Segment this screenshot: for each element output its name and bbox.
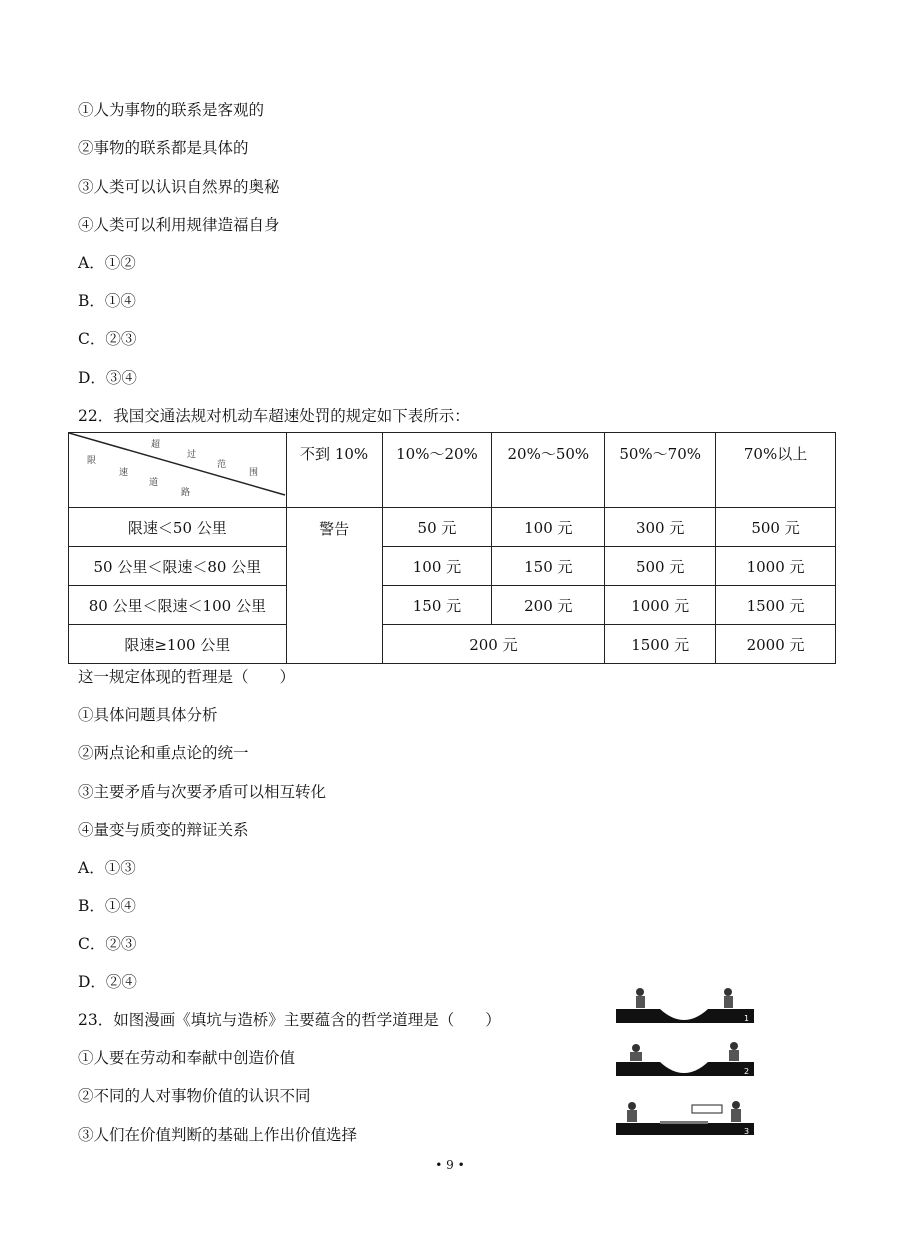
diag-label: 道 <box>149 478 159 488</box>
diag-label: 超 <box>151 440 161 450</box>
diag-label: 过 <box>187 450 197 460</box>
q22-option-d: D．②④ <box>78 973 137 991</box>
diag-label: 范 <box>217 460 227 470</box>
table-cell: 50 元 <box>382 508 492 547</box>
header-cell: 20%～50% <box>492 433 605 508</box>
q21-option-c: C．②③ <box>78 330 137 348</box>
table-cell: 100 元 <box>382 547 492 586</box>
table-cell: 1000 元 <box>605 586 716 625</box>
panel-number: 2 <box>744 1067 750 1076</box>
q22-item-2: ②两点论和重点论的统一 <box>78 744 249 762</box>
diag-label: 限 <box>87 456 97 466</box>
fine-table <box>68 432 836 664</box>
row-label: 限速＜50 公里 <box>69 508 287 547</box>
table-cell: 100 元 <box>492 508 605 547</box>
q22-item-3: ③主要矛盾与次要矛盾可以相互转化 <box>78 783 327 801</box>
q21-item-3: ③人类可以认识自然界的奥秘 <box>78 178 280 196</box>
q23-item-1: ①人要在劳动和奉献中创造价值 <box>78 1049 296 1067</box>
q22-question: 这一规定体现的哲理是（ ） <box>78 668 296 686</box>
table-cell: 300 元 <box>605 508 716 547</box>
q21-item-2: ②事物的联系都是具体的 <box>78 139 249 157</box>
table-row <box>69 586 836 625</box>
table-header-row <box>69 433 836 508</box>
q22-stem: 22．我国交通法规对机动车超速处罚的规定如下表所示： <box>78 407 470 425</box>
table-cell: 1500 元 <box>716 586 836 625</box>
q22-item-4: ④量变与质变的辩证关系 <box>78 821 249 839</box>
cartoon-panel-3 <box>616 1095 754 1135</box>
table-cell: 150 元 <box>382 586 492 625</box>
header-cell: 70%以上 <box>716 433 836 508</box>
row-label: 限速≥100 公里 <box>69 625 287 664</box>
table-cell: 500 元 <box>605 547 716 586</box>
table-cell: 200 元 <box>382 625 605 664</box>
diag-label: 围 <box>249 468 259 478</box>
warning-cell: 警告 <box>286 508 382 664</box>
cartoon-panel-2 <box>616 1036 754 1076</box>
row-label: 50 公里＜限速＜80 公里 <box>69 547 287 586</box>
table-row <box>69 508 836 547</box>
q21-option-d: D．③④ <box>78 369 137 387</box>
q22-option-a: A．①③ <box>78 859 136 877</box>
header-cell: 50%～70% <box>605 433 716 508</box>
cartoon-panel-1 <box>616 983 754 1023</box>
q22-option-c: C．②③ <box>78 935 137 953</box>
q23-stem: 23．如图漫画《填坑与造桥》主要蕴含的哲学道理是（ ） <box>78 1011 501 1029</box>
panel-number: 3 <box>744 1127 750 1135</box>
q22-item-1: ①具体问题具体分析 <box>78 706 218 724</box>
table-cell: 150 元 <box>492 547 605 586</box>
q23-item-3: ③人们在价值判断的基础上作出价值选择 <box>78 1126 358 1144</box>
q21-option-a: A．①② <box>78 254 136 272</box>
header-cell: 10%～20% <box>382 433 492 508</box>
q21-option-b: B．①④ <box>78 292 136 310</box>
row-label: 80 公里＜限速＜100 公里 <box>69 586 287 625</box>
diag-label: 路 <box>181 488 191 498</box>
table-cell: 200 元 <box>492 586 605 625</box>
table-cell: 500 元 <box>716 508 836 547</box>
diag-label: 速 <box>119 468 129 478</box>
table-cell: 1500 元 <box>605 625 716 664</box>
q23-item-2: ②不同的人对事物价值的认识不同 <box>78 1087 311 1105</box>
table-row <box>69 625 836 664</box>
q21-item-1: ①人为事物的联系是客观的 <box>78 101 265 119</box>
page-number: • 9 • <box>435 1158 465 1172</box>
q21-item-4: ④人类可以利用规律造福自身 <box>78 216 280 234</box>
table-cell: 2000 元 <box>716 625 836 664</box>
table-row <box>69 547 836 586</box>
header-cell: 不到 10% <box>286 433 382 508</box>
table-cell: 1000 元 <box>716 547 836 586</box>
diagonal-header-cell <box>69 433 287 508</box>
panel-number: 1 <box>744 1014 750 1023</box>
q22-option-b: B．①④ <box>78 897 136 915</box>
